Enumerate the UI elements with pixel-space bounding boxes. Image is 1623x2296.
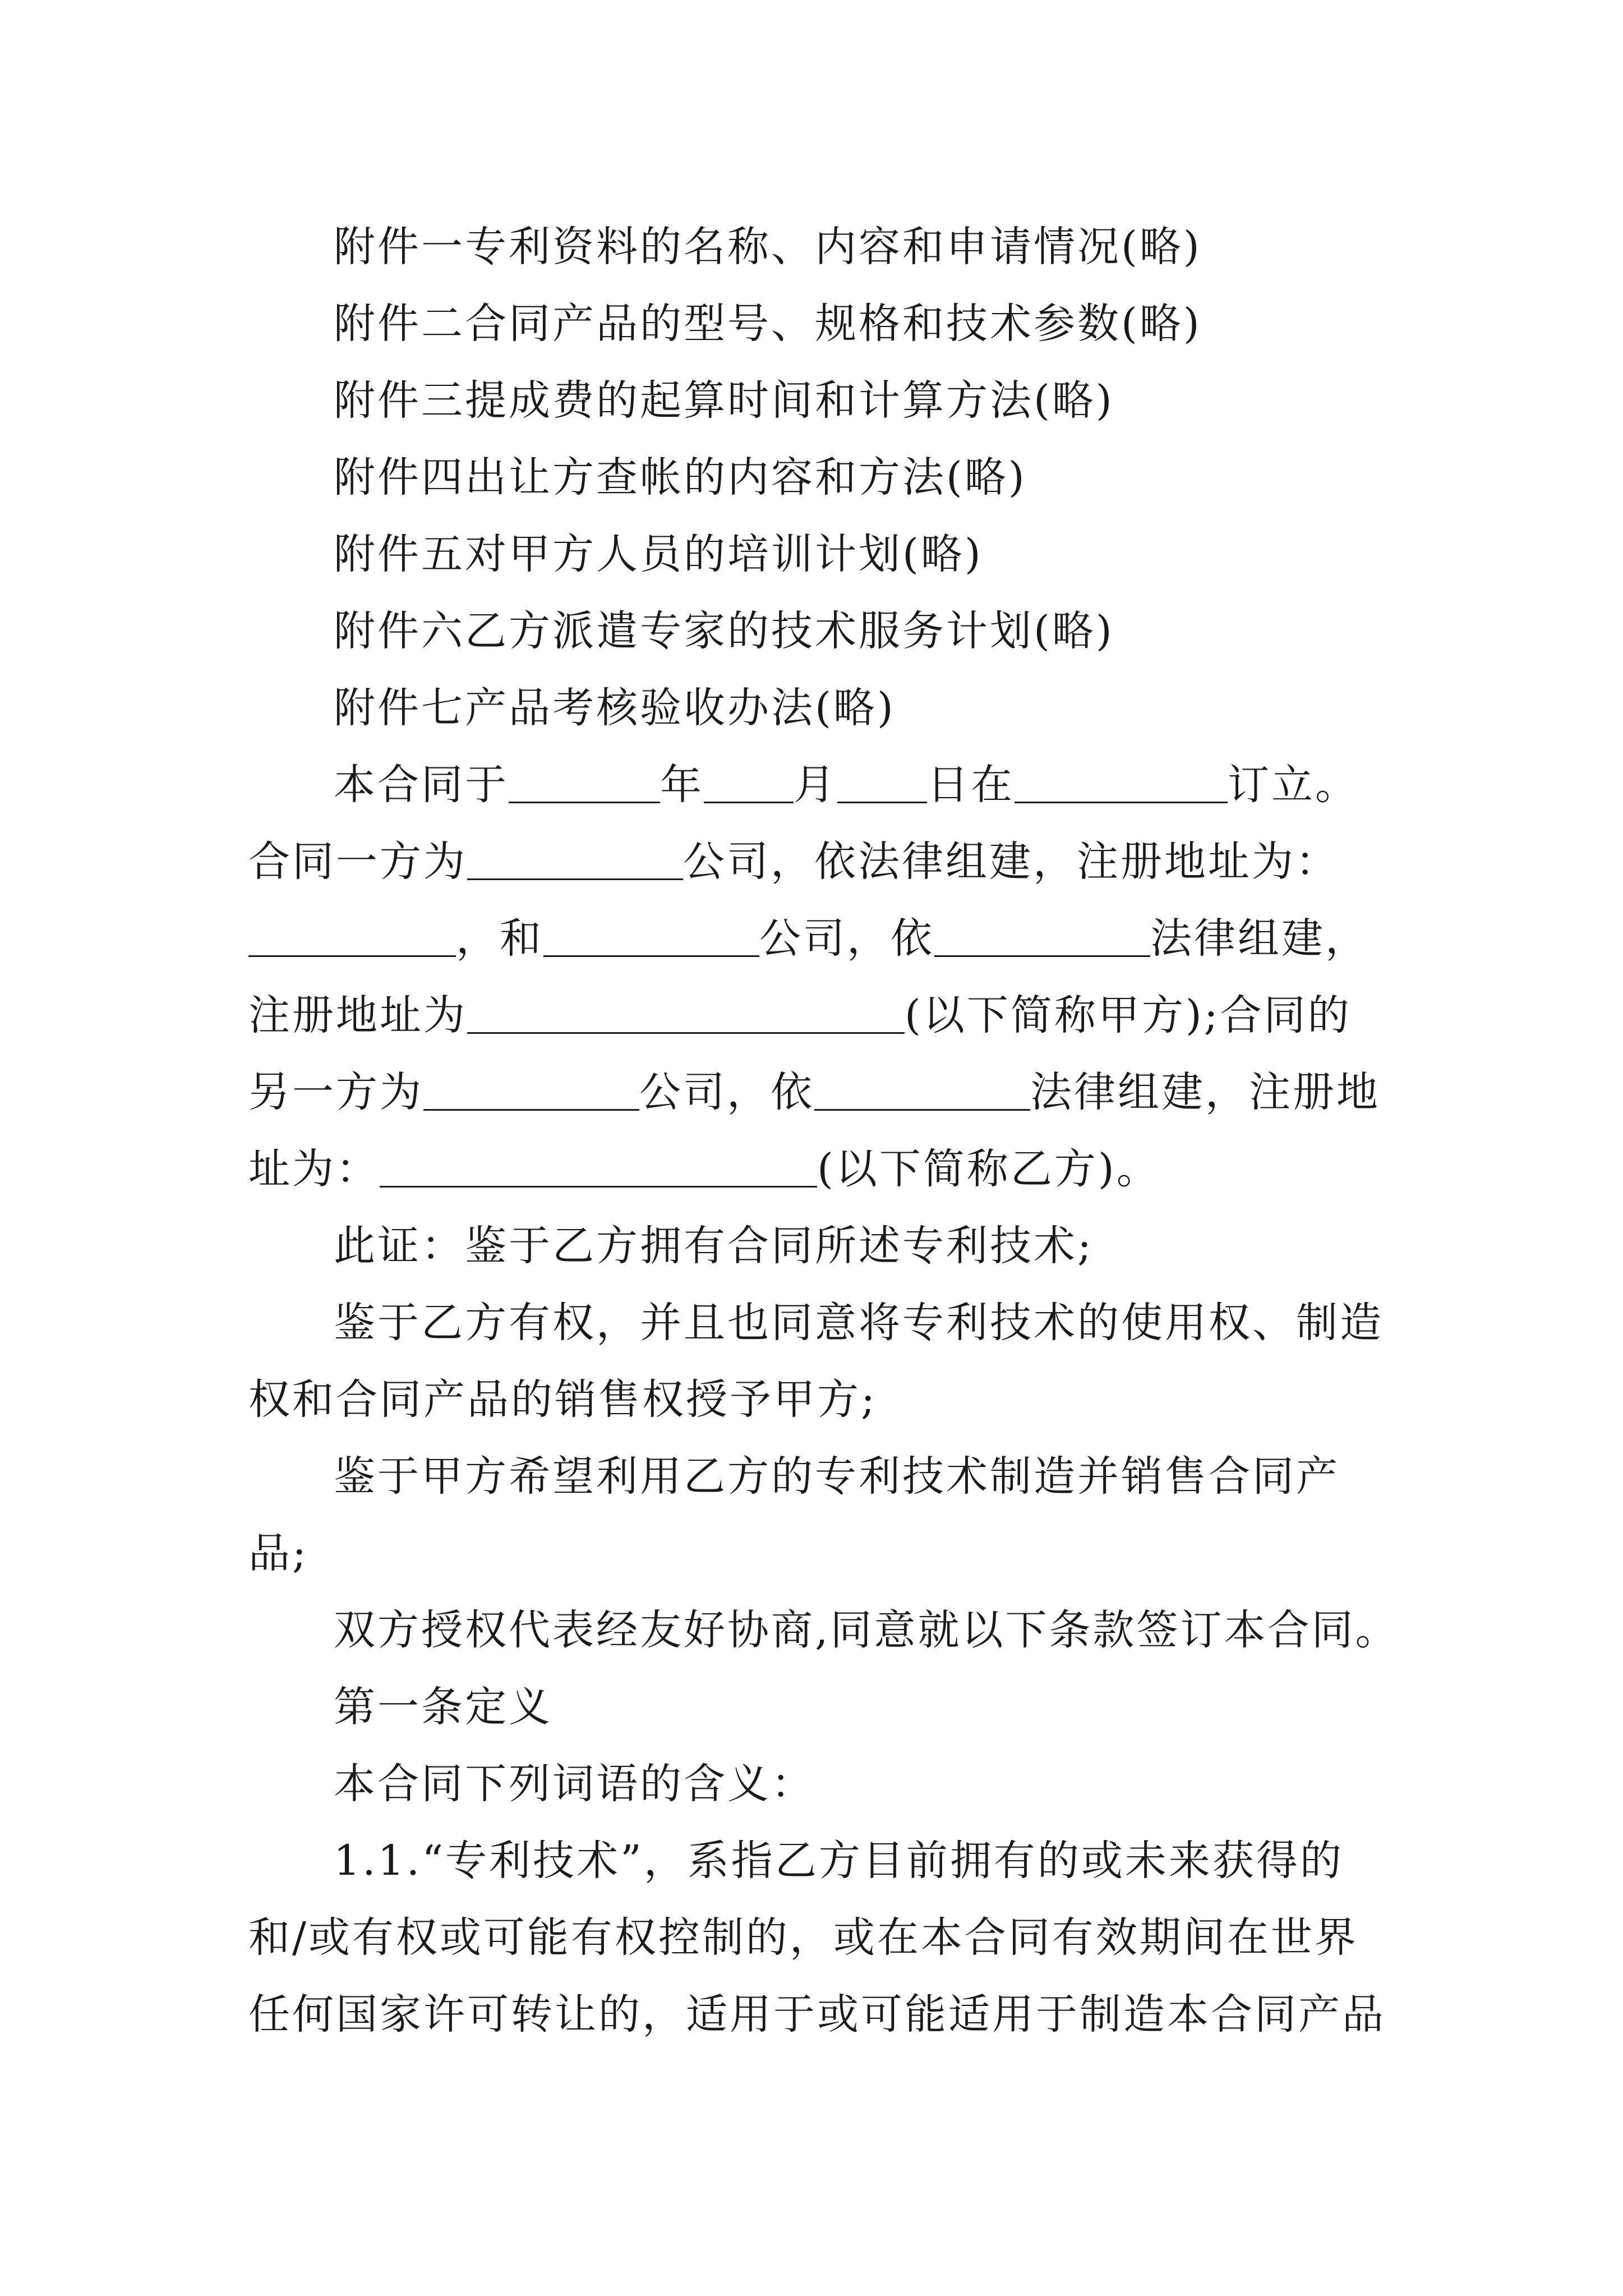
preamble-text: 公司，依: [759, 914, 934, 963]
document-body: [248, 209, 1415, 2053]
attachment-line-4: 附件四出让方查帐的内容和方法(略): [334, 453, 1027, 501]
year-blank: [509, 765, 660, 803]
party-a-address-blank: [248, 918, 456, 957]
preamble-line-1: [248, 747, 1415, 823]
party-a-company-blank: [467, 841, 683, 880]
preamble-text: 日在: [927, 761, 1015, 809]
preamble-line-6: [248, 1131, 1415, 1208]
recital-3-line-1: 鉴于甲方希望利用乙方的专利技术制造并销售合同产: [334, 1452, 1340, 1501]
definition-1-line-1: 1.1.“专利技术”，系指乙方目前拥有的或未来获得的: [334, 1837, 1344, 1885]
preamble-line-4: [248, 977, 1415, 1054]
recital-2-line-1: 鉴于乙方有权，并且也同意将专利技术的使用权、制造: [334, 1299, 1384, 1347]
party-a-second-company-blank: [543, 918, 759, 957]
preamble-text: 年: [660, 761, 704, 809]
preamble-text: 公司，依法律组建，注册地址为：: [683, 838, 1339, 886]
party-b-law-blank: [814, 1072, 1030, 1111]
party-b-company-blank: [423, 1072, 639, 1111]
recital-1: 此证：鉴于乙方拥有合同所述专利技术;: [334, 1222, 1094, 1270]
preamble-line-5: [248, 1054, 1415, 1131]
preamble-text: 注册地址为: [248, 991, 467, 1039]
preamble-line-3: [248, 900, 1415, 977]
preamble-text: 公司，依: [639, 1068, 814, 1116]
preamble-text: 合同一方为: [248, 838, 467, 886]
preamble-text: 法律组建，注册地: [1030, 1068, 1380, 1116]
attachment-line-2: 附件二合同产品的型号、规格和技术参数(略): [334, 300, 1202, 348]
recital-4: 双方授权代表经友好协商,同意就以下条款签订本合同。: [334, 1606, 1399, 1654]
recital-3-line-2: 品;: [248, 1529, 308, 1577]
article-1-heading: 第一条定义: [334, 1683, 552, 1731]
party-a-law-blank: [934, 918, 1150, 957]
preamble-text: 本合同于: [334, 761, 509, 809]
definition-1-line-3: 任何国家许可转让的，适用于或可能适用于制造本合同产品: [248, 1990, 1386, 2039]
place-blank: [1015, 765, 1228, 803]
preamble-text: 月: [794, 761, 837, 809]
month-blank: [704, 765, 794, 803]
preamble-text: (以下简称甲方);合同的: [905, 991, 1352, 1039]
preamble-line-2: [248, 823, 1415, 900]
preamble-text: ，和: [456, 914, 543, 963]
article-1-intro: 本合同下列词语的含义：: [334, 1760, 815, 1808]
day-blank: [837, 765, 927, 803]
preamble-text: 法律组建，: [1150, 914, 1369, 963]
attachment-line-7: 附件七产品考核验收办法(略): [334, 684, 896, 732]
definition-1-line-2: 和/或有权或可能有权控制的，或在本合同有效期间在世界: [248, 1913, 1358, 1962]
preamble-text: 另一方为: [248, 1068, 423, 1116]
preamble-text: 址为：: [248, 1145, 380, 1193]
preamble-text: (以下简称乙方)。: [817, 1145, 1160, 1193]
preamble-text: 订立。: [1228, 761, 1359, 809]
party-b-address-blank: [380, 1149, 817, 1188]
party-a-registered-address-blank: [467, 995, 905, 1034]
attachment-line-6: 附件六乙方派遣专家的技术服务计划(略): [334, 607, 1114, 655]
attachment-line-5: 附件五对甲方人员的培训计划(略): [334, 530, 983, 578]
recital-2-line-2: 权和合同产品的销售权授予甲方;: [248, 1375, 877, 1424]
attachment-line-3: 附件三提成费的起算时间和计算方法(略): [334, 376, 1114, 425]
attachment-line-1: 附件一专利资料的名称、内容和申请情况(略): [334, 223, 1202, 271]
